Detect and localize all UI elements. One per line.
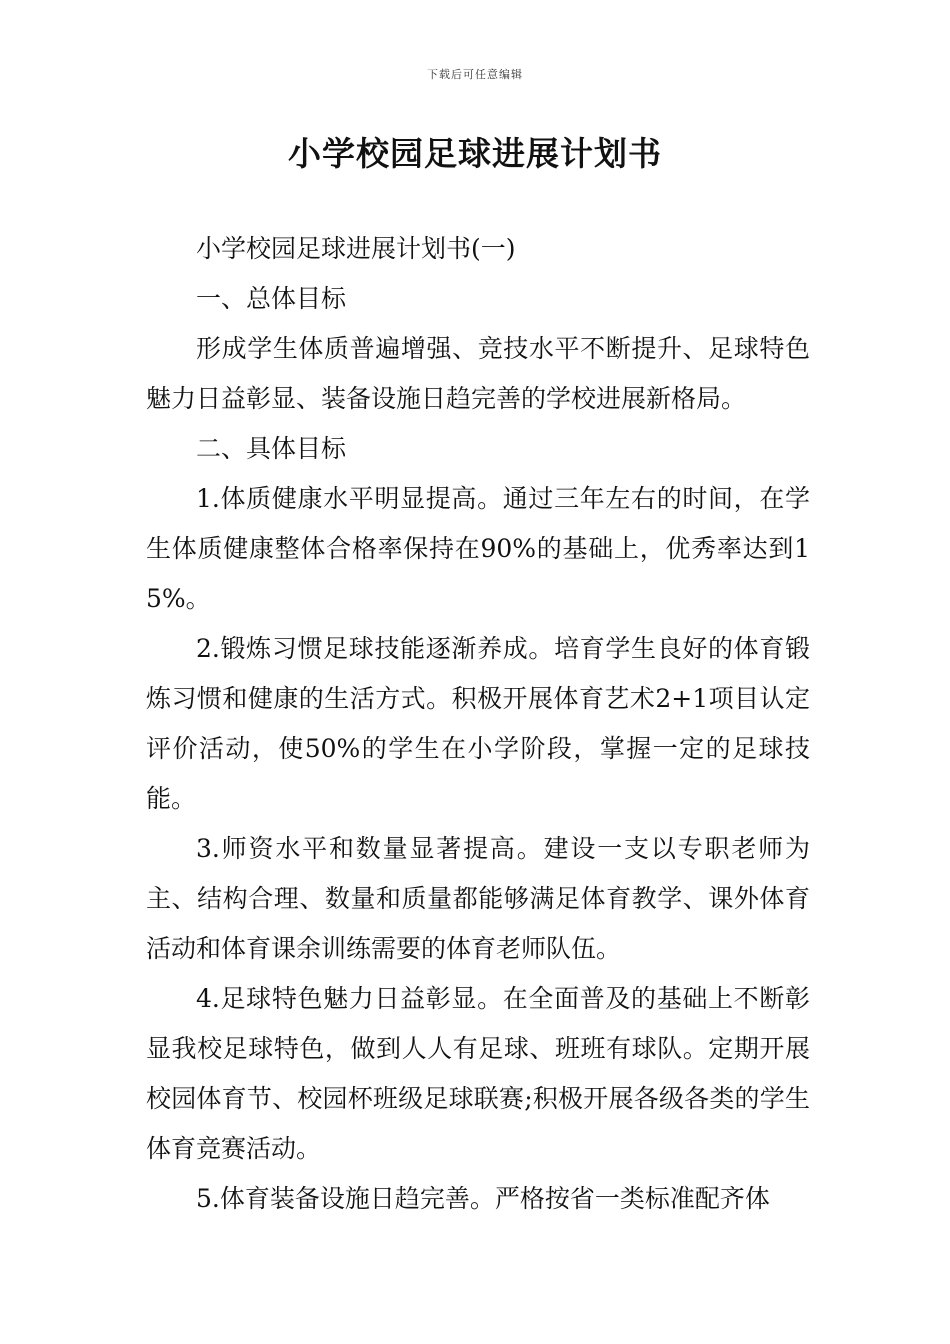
section-heading-overall-goal: 一、总体目标	[196, 284, 347, 313]
body-paragraph: 1.体质健康水平明显提高。通过三年左右的时间，在学生体质健康整体合格率保持在90%的基础上，优秀率达到15%。	[146, 484, 810, 613]
document-body	[146, 224, 810, 1224]
body-paragraph: 3.师资水平和数量显著提高。建设一支以专职老师为主、结构合理、数量和质量都能够满足体育教学、课外体育活动和体育课余训练需要的体育老师队伍。	[146, 834, 810, 963]
body-paragraph: 形成学生体质普遍增强、竞技水平不断提升、足球特色魅力日益彰显、装备设施日趋完善的学校进展新格局。	[146, 334, 810, 413]
subtitle-paragraph: 小学校园足球进展计划书(一)	[196, 234, 516, 263]
section-heading-specific-goals: 二、具体目标	[196, 434, 347, 463]
body-paragraph: 2.锻炼习惯足球技能逐渐养成。培育学生良好的体育锻炼习惯和健康的生活方式。积极开展体育艺术2+1项目认定评价活动，使50%的学生在小学阶段，掌握一定的足球技能。	[146, 634, 810, 813]
header-note: 下载后可任意编辑	[427, 68, 523, 81]
document-title: 小学校园足球进展计划书	[288, 134, 662, 173]
body-paragraph: 5.体育装备设施日趋完善。严格按省一类标准配齐体	[196, 1184, 770, 1213]
body-paragraph: 4.足球特色魅力日益彰显。在全面普及的基础上不断彰显我校足球特色，做到人人有足球、班班有球队。定期开展校园体育节、校园杯班级足球联赛;积极开展各级各类的学生体育竞赛活动。	[146, 984, 810, 1163]
